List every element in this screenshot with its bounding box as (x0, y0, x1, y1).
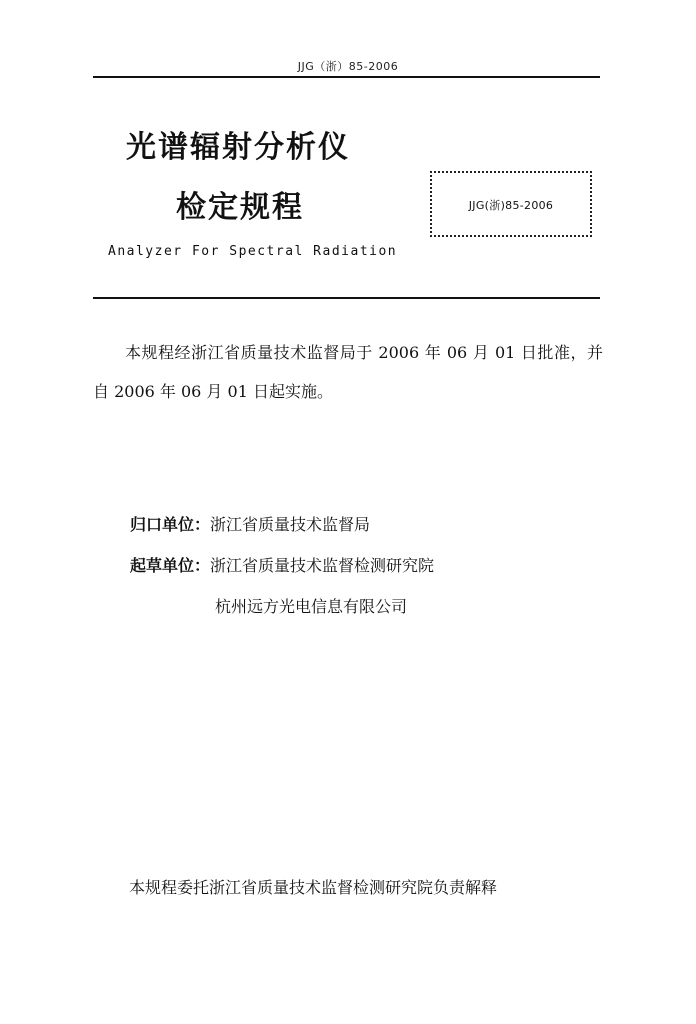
responsible-unit-row (130, 512, 370, 535)
header-standard-code: JJG（浙）85-2006 (297, 60, 399, 73)
standard-code-box-text: JJG(浙)85-2006 (468, 199, 554, 212)
interpretation-note: 本规程委托浙江省质量技术监督检测研究院负责解释 (129, 878, 498, 897)
document-title-line-1: 光谱辐射分析仪 (126, 130, 350, 165)
body-rule (93, 297, 600, 299)
drafting-unit-value-1: 浙江省质量技术监督检测研究院 (210, 556, 435, 575)
english-title: Analyzer For Spectral Radiation (108, 244, 398, 259)
responsible-unit-label: 归口单位： (130, 515, 211, 534)
responsible-unit-value: 浙江省质量技术监督局 (210, 515, 371, 534)
header-rule (93, 76, 600, 78)
document-title-line-2: 检定规程 (176, 190, 304, 225)
drafting-unit-row (130, 553, 434, 576)
drafting-unit-label: 起草单位： (130, 556, 211, 575)
standard-code-box (430, 171, 592, 237)
approval-paragraph: 本规程经浙江省质量技术监督局于 2006 年 06 月 01 日批准，并自 2006 年 06 月 01 日起实施。 (93, 343, 603, 401)
drafting-unit-value-2: 杭州远方光电信息有限公司 (215, 597, 408, 616)
